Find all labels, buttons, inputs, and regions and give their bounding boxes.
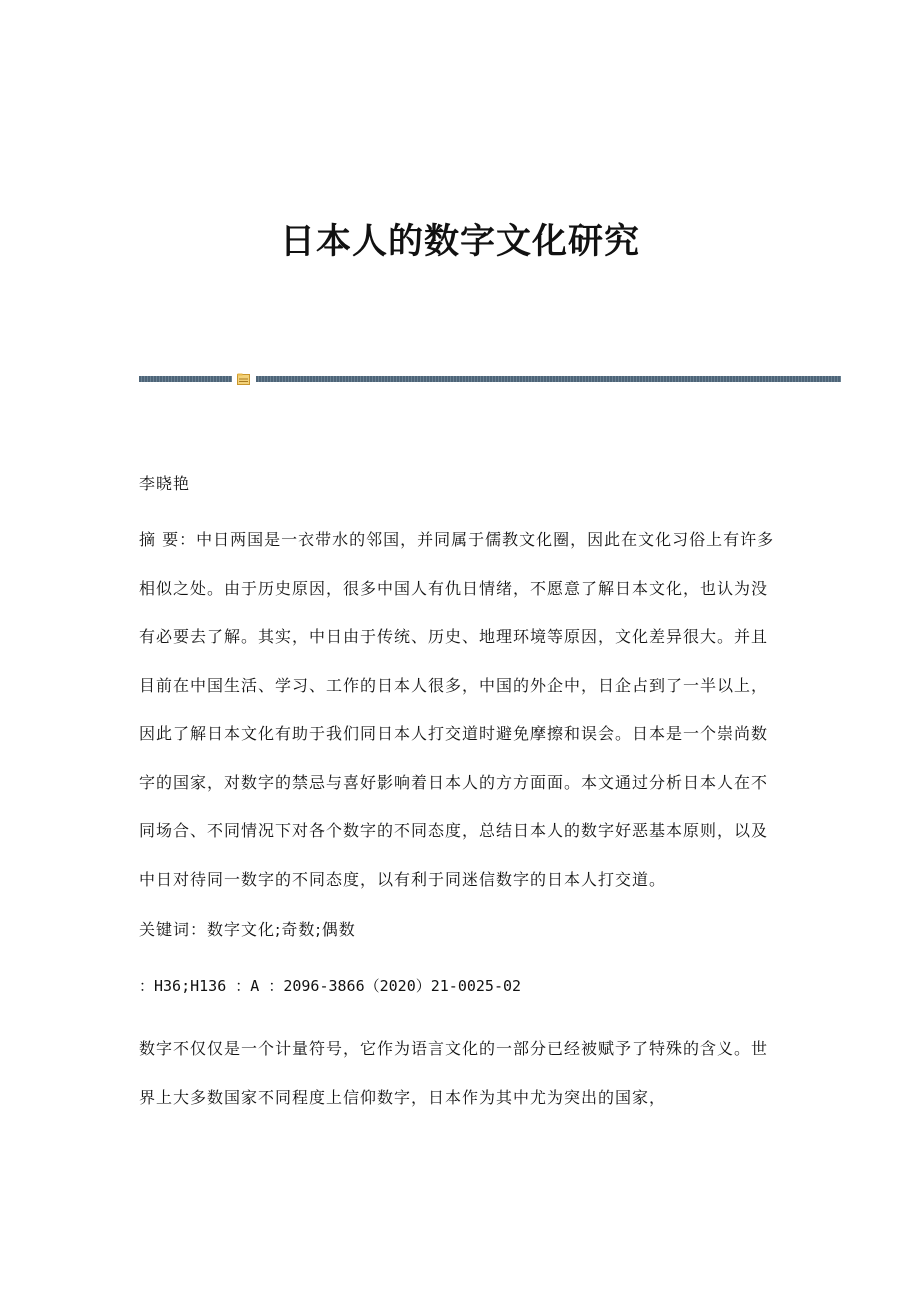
abstract-paragraph: 摘 要：中日两国是一衣带水的邻国，并同属于儒教文化圈，因此在文化习俗上有许多相似之处。由于历史原因，很多中国人有仇日情绪，不愿意了解日本文化，也认为没有必要去了解。其实，中日由于传统、历史、地理环境等原因，文化差异很大。并且目前在中国生活、学习、工作的日本人很多，中国的外企中，日企占到了一半以上，因此了解日本文化有助于我们同日本人打交道时避免摩擦和误会。日本是一个崇尚数字的国家，对数字的禁忌与喜好影响着日本人的方方面面。本文通过分析日本人在不同场合、不同情况下对各个数字的不同态度，总结日本人的数字好恶基本原则，以及中日对待同一数字的不同态度，以有利于同迷信数字的日本人打交道。: [139, 530, 775, 889]
body-paragraph: 数字不仅仅是一个计量符号，它作为语言文化的一部分已经被赋予了特殊的含义。世界上大多数国家不同程度上信仰数字，日本作为其中尤为突出的国家，: [139, 1039, 769, 1107]
title-divider: [139, 372, 841, 386]
keywords-line: 关键词：数字文化;奇数;偶数: [139, 920, 356, 939]
divider-bar-right: [256, 376, 841, 382]
document-body: [139, 466, 784, 1122]
document-title: 日本人的数字文化研究: [279, 221, 640, 262]
folder-emblem-icon: [237, 373, 250, 385]
author-name: 李晓艳: [139, 474, 191, 493]
classification-line: ：H36;H136 ：A ：2096-3866（2020）21-0025-02: [139, 977, 522, 995]
divider-bar-left: [139, 376, 232, 382]
